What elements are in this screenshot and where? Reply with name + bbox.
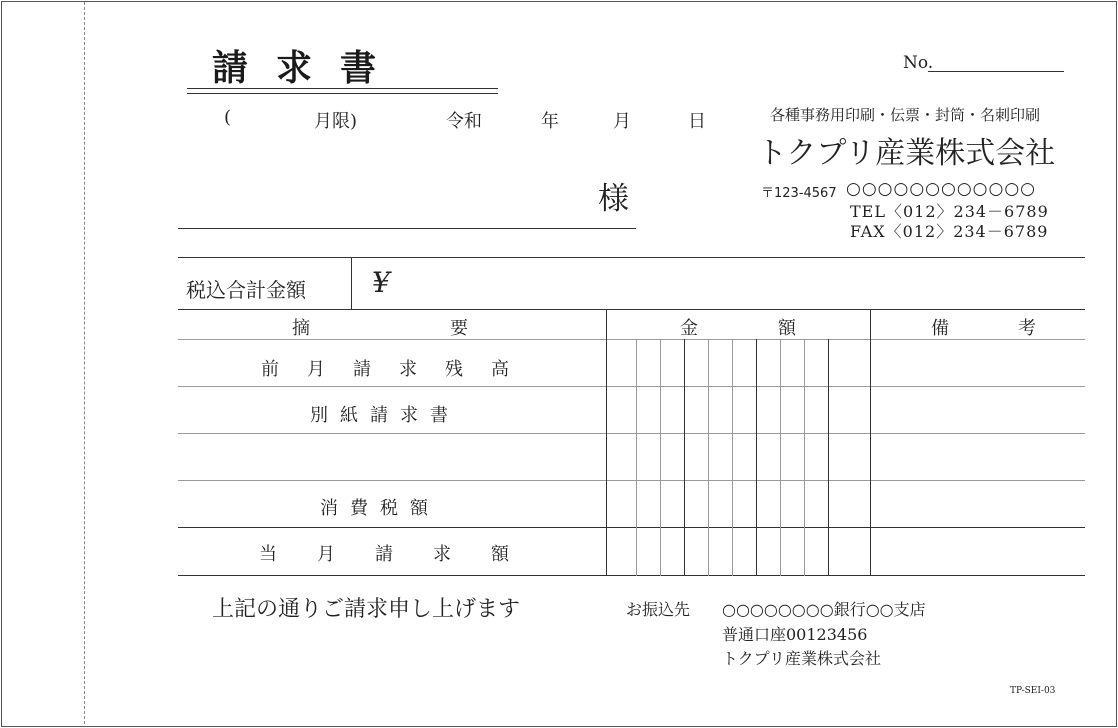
table-rule bbox=[178, 480, 1085, 481]
form-code: TP-SEI-03 bbox=[1010, 686, 1056, 696]
company-address: ○○○○○○○○○○○○ bbox=[846, 179, 1037, 199]
number-label: No. bbox=[903, 53, 934, 73]
company-fax: FAX〈012〉234－6789 bbox=[850, 222, 1049, 241]
row-separate-invoice: 別 紙 請 求 書 bbox=[310, 405, 448, 426]
digit-divider-major bbox=[684, 339, 685, 576]
invoice-table bbox=[178, 309, 1085, 576]
company-tagline: 各種事務用印刷・伝票・封筒・名刺印刷 bbox=[770, 106, 1041, 124]
total-separator bbox=[351, 258, 352, 309]
month-label: 月 bbox=[613, 111, 631, 132]
title-underline-double bbox=[187, 93, 498, 94]
table-rule bbox=[178, 309, 1085, 310]
digit-divider bbox=[804, 339, 805, 576]
perforation-line bbox=[84, 2, 85, 724]
header-summary-1: 摘 bbox=[292, 318, 310, 339]
header-amount-2: 額 bbox=[778, 318, 796, 339]
header-remarks-2: 考 bbox=[1018, 318, 1036, 339]
header-amount-1: 金 bbox=[680, 318, 698, 339]
row-consumption-tax: 消 費 税 額 bbox=[320, 498, 428, 519]
remarks-column-border bbox=[870, 309, 871, 576]
number-field-line bbox=[928, 71, 1064, 72]
header-remarks-1: 備 bbox=[931, 318, 949, 339]
digit-divider bbox=[732, 339, 733, 576]
document-title: 請求書 bbox=[212, 47, 405, 89]
digit-divider bbox=[708, 339, 709, 576]
digit-divider-major bbox=[828, 339, 829, 576]
era-label: 令和 bbox=[446, 111, 482, 132]
table-rule bbox=[178, 575, 1085, 576]
bank-account: 普通口座00123456 bbox=[722, 625, 868, 644]
header-summary-2: 要 bbox=[450, 318, 468, 339]
year-label: 年 bbox=[541, 111, 559, 132]
table-rule bbox=[178, 386, 1085, 387]
digit-divider-major bbox=[756, 339, 757, 576]
digit-divider bbox=[636, 339, 637, 576]
title-underline bbox=[187, 88, 498, 89]
honorific: 様 bbox=[598, 181, 629, 217]
account-holder: トクプリ産業株式会社 bbox=[722, 649, 882, 668]
row-previous-balance: 前 月 請 求 残 高 bbox=[261, 359, 509, 380]
table-rule bbox=[178, 527, 1085, 528]
row-current-total: 当 月 請 求 額 bbox=[259, 544, 509, 565]
due-open-paren: ( bbox=[224, 107, 232, 128]
digit-divider bbox=[780, 339, 781, 576]
digit-divider bbox=[660, 339, 661, 576]
company-tel: TEL〈012〉234－6789 bbox=[850, 202, 1049, 221]
total-label: 税込合計金額 bbox=[186, 278, 306, 302]
due-month-label: 月限) bbox=[314, 111, 358, 132]
day-label: 日 bbox=[688, 111, 706, 132]
invoice-note: 上記の通りご請求申し上げます bbox=[212, 597, 521, 622]
total-top-rule bbox=[178, 257, 1085, 258]
yen-symbol: ¥ bbox=[372, 266, 390, 299]
company-postal: 〒123-4567 bbox=[761, 186, 837, 201]
bank-name: ○○○○○○○○銀行○○支店 bbox=[722, 600, 926, 619]
recipient-name-line bbox=[178, 228, 636, 229]
amount-column-border bbox=[606, 309, 607, 576]
table-rule bbox=[178, 433, 1085, 434]
company-name: トクプリ産業株式会社 bbox=[757, 136, 1056, 171]
payee-label: お振込先 bbox=[626, 600, 691, 619]
